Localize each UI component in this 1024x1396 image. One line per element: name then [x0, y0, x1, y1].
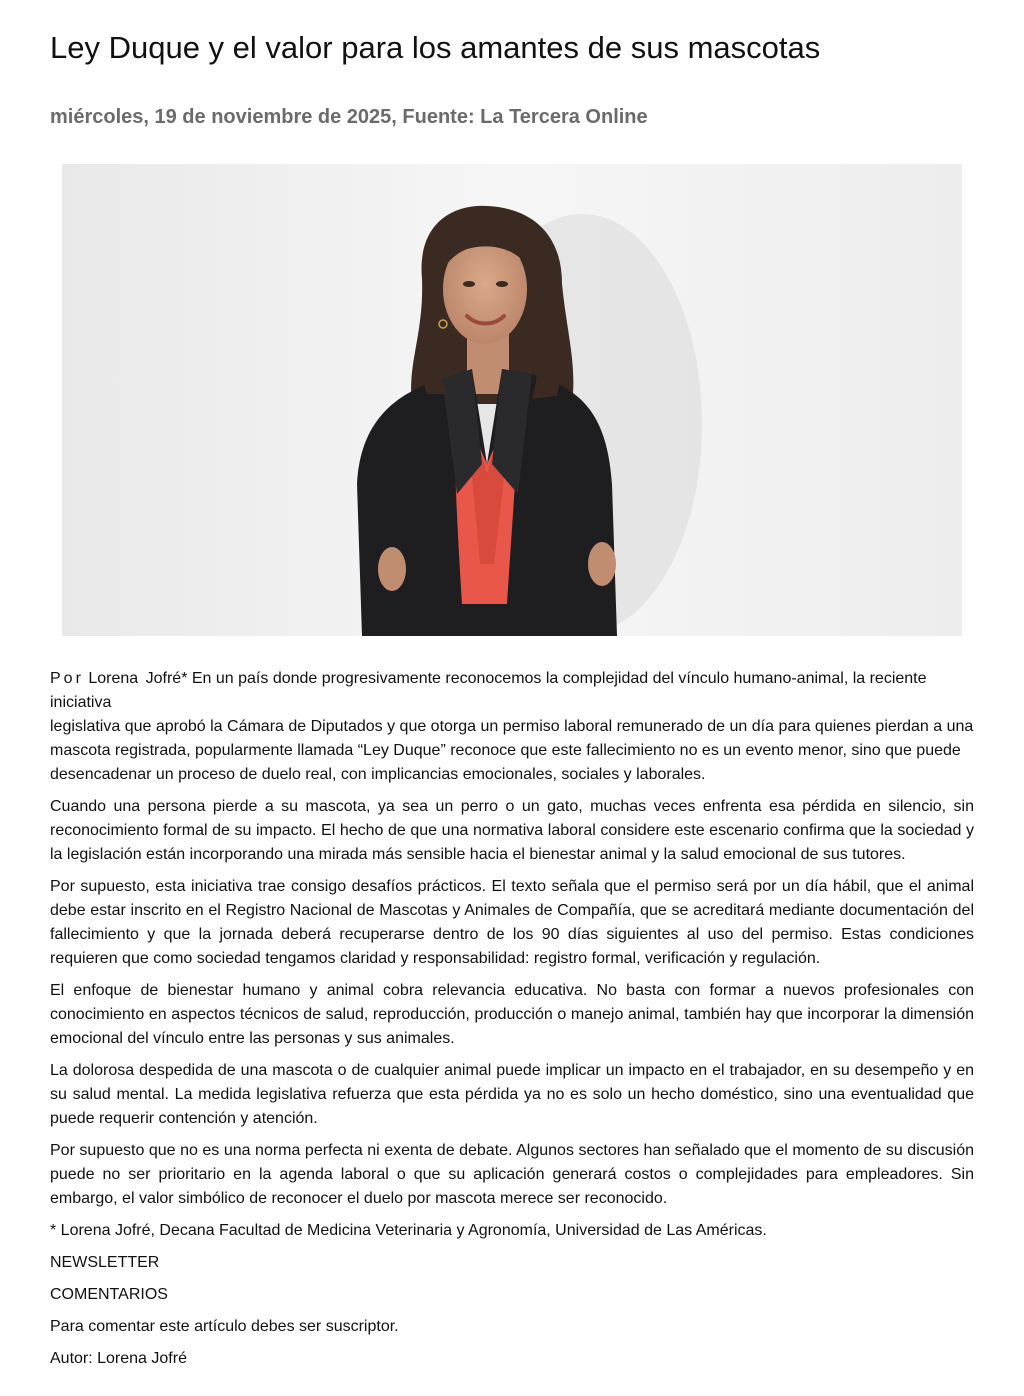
author-line: Autor: Lorena Jofré [50, 1350, 187, 1367]
article-body [50, 667, 974, 1379]
author-photo [62, 164, 962, 636]
article-paragraph: Por supuesto que no es una norma perfecta ni exenta de debate. Algunos sectores han señalado que el momento de su discusión puede no ser prioritario en la agenda laboral o que su aplicación generará costos o complejidades para empleadores. Sin embargo, el valor simbólico de reconocer el duelo por mascota merece ser reconocido. [50, 1142, 974, 1207]
article-meta: miércoles, 19 de noviembre de 2025, Fuente: La Tercera Online [50, 106, 648, 128]
author-footnote: * Lorena Jofré, Decana Facultad de Medicina Veterinaria y Agronomía, Universidad de Las Américas. [50, 1222, 767, 1239]
comments-heading: COMENTARIOS [50, 1286, 168, 1303]
article-paragraph: El enfoque de bienestar humano y animal cobra relevancia educativa. No basta con formar a nuevos profesionales con conocimiento en aspectos técnicos de salud, reproducción, producción o manejo animal, también hay que incorporar la dimensión emocional del vínculo entre las personas y sus animales. [50, 982, 974, 1047]
byline-prefix: Por [50, 670, 84, 687]
article-paragraph [50, 667, 974, 787]
comment-notice: Para comentar este artículo debes ser suscriptor. [50, 1318, 399, 1335]
newsletter-link[interactable]: NEWSLETTER [50, 1254, 160, 1271]
article-title: Ley Duque y el valor para los amantes de sus mascotas [50, 30, 821, 65]
paragraph-text: En un país donde progresivamente reconocemos la complejidad del vínculo humano-animal, la reciente iniciativa [50, 670, 927, 711]
byline-author: Lorena Jofré* [88, 670, 188, 687]
article-paragraph: La dolorosa despedida de una mascota o de cualquier animal puede implicar un impacto en el trabajador, en su desempeño y en su salud mental. La medida legislativa refuerza que esta pérdida ya no es solo un hecho doméstico, sino una eventualidad que puede requerir contención y atención. [50, 1062, 974, 1127]
paragraph-text: legislativa que aprobó la Cámara de Diputados y que otorga un permiso laboral remunerado de un día para quienes pierdan a una mascota registrada, popularmente llamada “Ley Duque” reconoce que este fallecimiento no es un evento menor, sino que puede desencadenar un proceso de duelo real, con implicancias emocionales, sociales y laborales. [50, 718, 974, 783]
article-paragraph: Por supuesto, esta iniciativa trae consigo desafíos prácticos. El texto señala que el permiso será por un día hábil, que el animal debe estar inscrito en el Registro Nacional de Mascotas y Animales de Compañía, que se acreditará mediante documentación del fallecimiento y que la jornada deberá recuperarse dentro de los 90 días siguientes al uso del permiso. Estas condiciones requieren que como sociedad tengamos claridad y responsabilidad: registro formal, verificación y regulación. [50, 878, 974, 967]
article-paragraph: Cuando una persona pierde a su mascota, ya sea un perro o un gato, muchas veces enfrenta esa pérdida en silencio, sin reconocimiento formal de su impacto. El hecho de que una normativa laboral considere este escenario confirma que la sociedad y la legislación están incorporando una mirada más sensible hacia el bienestar animal y la salud emocional de sus tutores. [50, 798, 974, 863]
